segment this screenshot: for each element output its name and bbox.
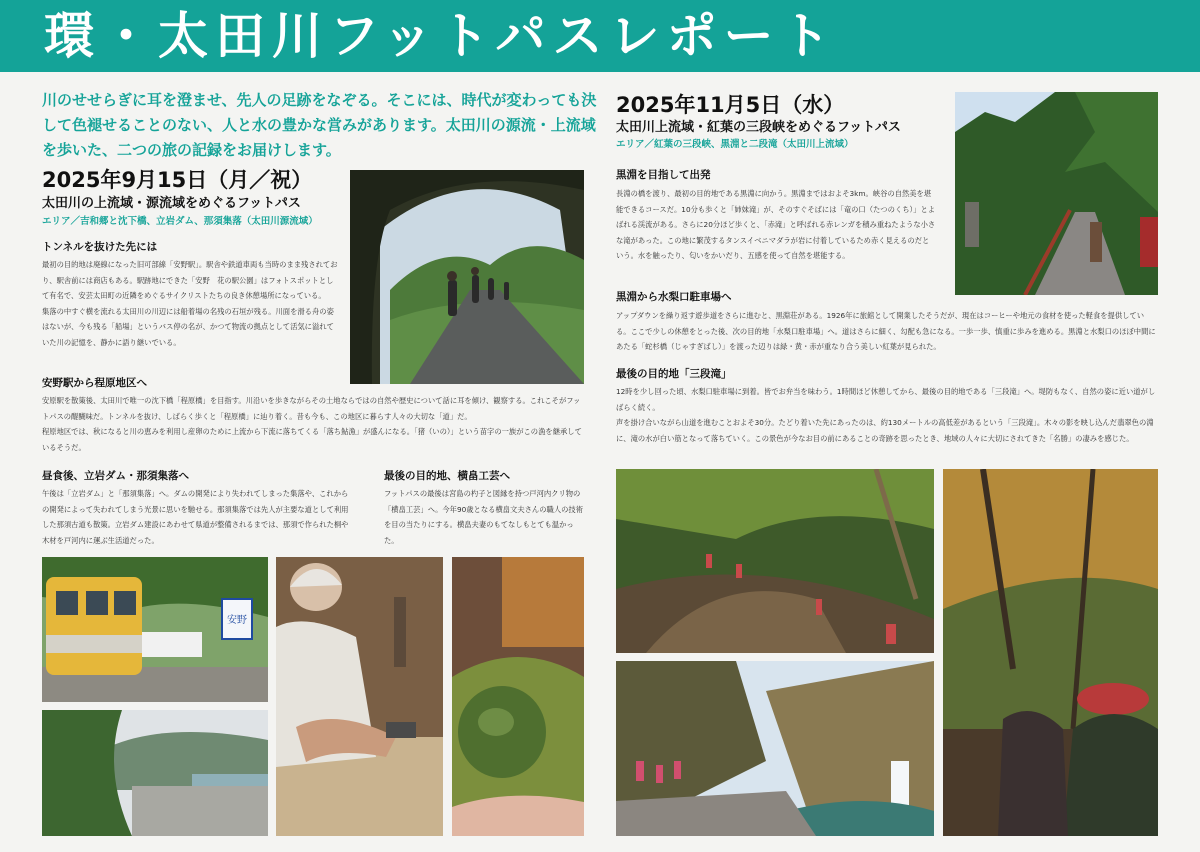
trip2-body-2: アップダウンを繰り返す遊歩道をさらに進むと、黒淵荘がある。1926年に旅館として開業したそうだが、現在はコーヒーや地元の食材を使った軽食を提供している。ここで少しの休憩をとった後、次の目的地「水梨口駐車場」へ。道はさらに細く、勾配も急になる。一歩一歩、慎重に歩みを進める。黒淵と水梨口のほぼ中間にあたる「蛇杉橋（じゃすぎばし）」を渡った辺りは緑・黄・赤が重なり合う美しい紅葉が見られた。: [616, 311, 1156, 351]
trip1-subtitle: 太田川の上流域・源流域をめぐるフットパス: [42, 196, 301, 211]
photo-autumn-hikers: [943, 469, 1158, 836]
trip1-area: エリア／吉和郷と沈下橋、立岩ダム、那須集落（太田川源流域）: [42, 216, 318, 227]
trip1-body-2: 安原駅を散策後、太田川で唯一の沈下橋「程原橋」を目指す。川沿いを歩きながらその土地ならではの自然や歴史について話に耳を傾け、観察する。これこそがフットパスの醍醐味だ。トンネルを抜け、しばらく歩くと「程原橋」に辿り着く。昔も今も、この地区に暮らす人々の大切な「道」だ。 程原地区では、秋になると川の恵みを利用し産卵のために上流から下流に落ちてくる「落ち鮎漁」が盛んになる。「猪（いの）」という苗字の一族がこの漁を継承しているそうだ。: [42, 396, 582, 452]
station-sign-text: 安野: [227, 615, 247, 626]
trip2-heading-2: 黒淵から水梨口駐車場へ: [616, 291, 732, 303]
photo-waterfall: [616, 661, 934, 836]
trip2-body-1: 長淵の橋を渡り、最初の目的地である黒淵に向かう。黒淵まではおよそ3km。峡谷の自然美を堪能できるコースだ。10分も歩くと「姉妹滝」が、そのすぐそばには「竜の口（たつのくち）」とよばれる渓流がある。さらに20分ほど歩くと、「赤滝」と呼ばれる赤レンガを積み重ねたような小さな滝があった。この地に繁茂するタンスイベニマダラが岩に付着しているため赤く見えるのだという。水を触ったり、匂いをかいだり、五感を使って自然を堪能する。: [616, 189, 936, 260]
trip2-area: エリア／紅葉の三段峡、黒淵と二段滝（太田川上流域）: [616, 139, 854, 150]
trip1-heading-1: トンネルを抜けた先には: [42, 241, 158, 253]
page-title: 環・太田川フットパスレポート: [44, 7, 838, 65]
lead-text: 川のせせらぎに耳を澄ませ、先人の足跡をなぞる。そこには、時代が変わっても決して色褪せることのない、人と水の豊かな営みがあります。太田川の源流・上流域を歩いた、二つの旅の記録をお届けします。: [42, 91, 597, 159]
trip1-body-3: 午後は「立岩ダム」と「那須集落」へ。ダムの開発により失われてしまった集落や、これからの開発によって失われてしまう光景に思いを馳せる。那須集落では先人が主要な道として利用した那須古道も散策。立岩ダム建設にあわせて県道が整備されるまでは、那須で作られた桐や木材を戸河内に運ぶ生活道だった。: [42, 489, 349, 545]
trip2-body-3: 12時を少し回った頃、水梨口駐車場に到着。皆でお弁当を味わう。1時間ほど休憩してから、最後の目的地である「三段滝」へ。堤防もなく、自然の姿に近い道がしばらく続く。 声を掛け合いながら山道を進むことおよそ30分。たどり着いた先にあったのは、約130メートルの高低差があるという「三段滝」。木々の影を映し込んだ翡翠色の淵に、滝の水が白い筋となって落ちていく。この景色が今なお目の前にあることの奇跡を思ったとき、地域の人々に大切にされてきた「名勝」の凄みを感じた。: [616, 387, 1156, 443]
trip1-body-4: フットパスの最後は宮島の杓子と図縁を持つ戸河内クリ物の「横畠工芸」へ。今年90歳となる横畠文夫さんの職人の技術を目の当たりにする。横畠夫妻のもてなしもとても温かった。: [384, 489, 584, 545]
photo-dam: [42, 710, 268, 836]
photo-leaf-mochi: [452, 557, 584, 836]
photo-train-station: [42, 557, 268, 702]
title-banner: [0, 0, 1200, 72]
trip1-heading-4: 最後の目的地、横畠工芸へ: [384, 470, 510, 482]
trip1-date: 2025年9月15日（月／祝）: [42, 168, 313, 192]
trip2-heading-1: 黒淵を目指して出発: [616, 169, 711, 181]
photo-gorge-bridge: [955, 92, 1158, 295]
trip2-subtitle: 太田川上流域・紅葉の三段峡をめぐるフットパス: [616, 120, 901, 135]
trip1-heading-2: 安野駅から程原地区へ: [42, 377, 147, 389]
trip2-heading-3: 最後の目的地「三段滝」: [616, 368, 732, 380]
photo-tunnel-walkers: [350, 170, 584, 384]
photo-craftsman: [276, 557, 443, 836]
trip2-date: 2025年11月5日（水）: [616, 93, 845, 117]
trip1-heading-3: 昼食後、立岩ダム・那須集落へ: [42, 470, 189, 482]
trip1-body-1: 最初の目的地は廃線になった旧可部線「安野駅」。駅舎や鉄道車両も当時のまま残されており、駅舎前には商店もある。駅跡地にできた「安野 花の駅公園」はフォトスポットとして有名で、安芸太田町の近隣をめぐるサイクリストたちの良き休憩場所になっている。 集落の中すぐ横を流れる太田川の川辺には船着場の名残の石垣が残る。川面を滑る舟の姿はないが、今も残る「船場」というバス停の名が、かつて物流の拠点として活気に溢れていた川の記憶を、静かに語り継いでいる。: [42, 260, 338, 347]
photo-mountain-trail: [616, 469, 934, 653]
